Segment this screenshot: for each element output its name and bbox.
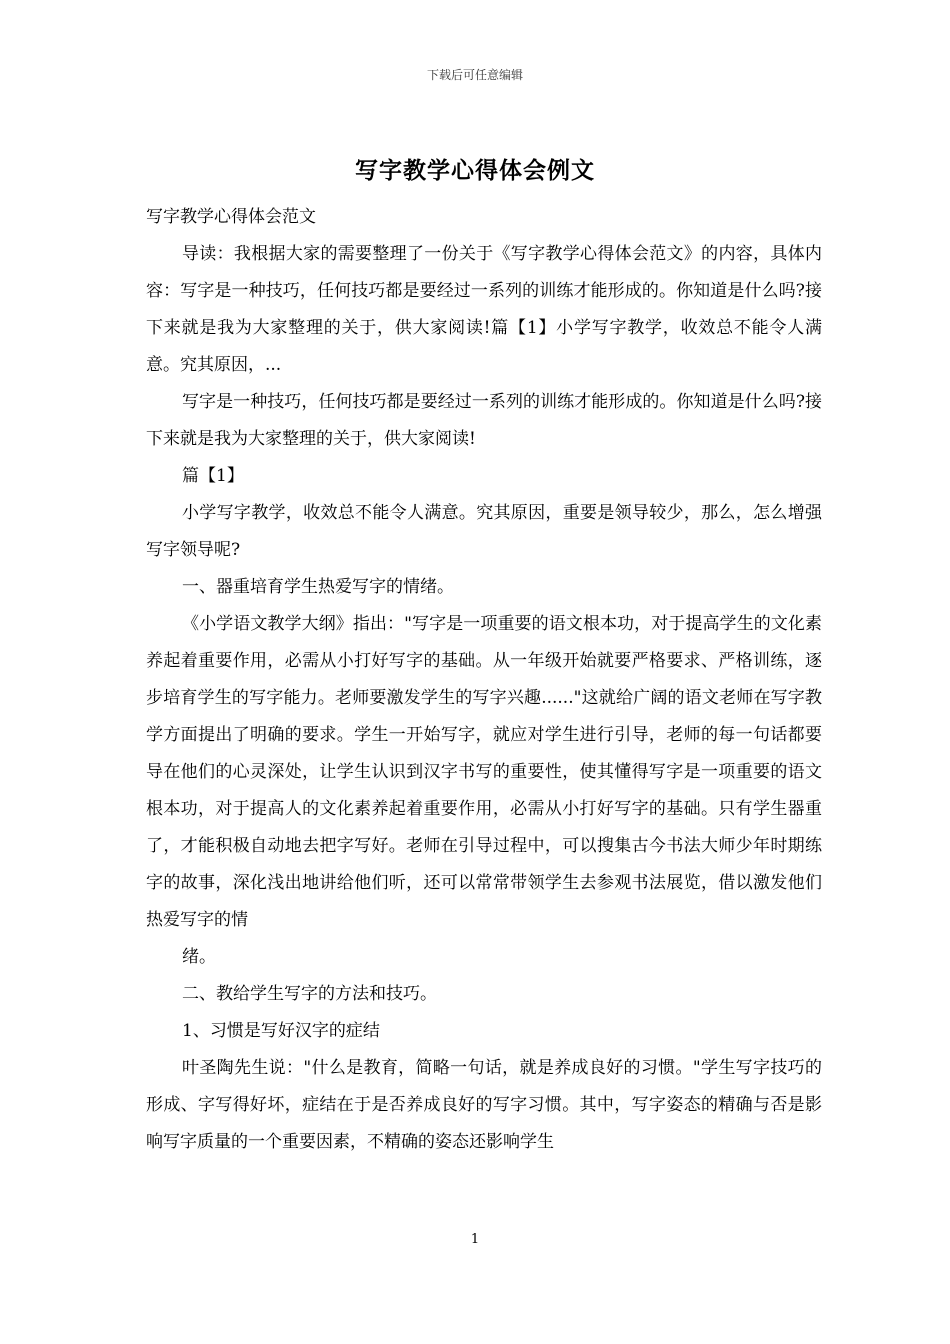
subsection-heading: 1、习惯是写好汉字的症结 [182,1021,380,1041]
paragraph: 叶圣陶先生说："什么是教育，简略一句话，就是养成良好的习惯。"学生写字技巧的形成、字写得好坏，症结在于是否养成良好的写字习惯。其中，写字姿态的精确与否是影响写字质量的一个重要因素，不精确的姿态还影响学生 [146,1058,822,1152]
document-body [146,199,822,1161]
document-title: 写字教学心得体会例文 [355,157,595,184]
section-heading-1: 一、器重培育学生热爱写字的情绪。 [182,577,454,597]
section-label: 篇【1】 [182,466,244,486]
paragraph: 绪。 [182,947,216,967]
paragraph-intro: 导读：我根据大家的需要整理了一份关于《写字教学心得体会范文》的内容，具体内容：写字是一种技巧，任何技巧都是要经过一系列的训练才能形成的。你知道是什么吗?接下来就是我为大家整理的关于，供大家阅读!篇【1】小学写字教学，收效总不能令人满意。究其原因，... [146,244,822,375]
paragraph-summary: 写字是一种技巧，任何技巧都是要经过一系列的训练才能形成的。你知道是什么吗?接下来就是我为大家整理的关于，供大家阅读! [146,392,822,449]
paragraph: 《小学语文教学大纲》指出："写字是一项重要的语文根本功，对于提高学生的文化素养起着重要作用，必需从小打好写字的基础。从一年级开始就要严格要求、严格训练，逐步培育学生的写字能力。老师要激发学生的写字兴趣......"这就给广阔的语文老师在写字教学方面提出了明确的要求。学生一开始写字，就应对学生进行引导，老师的每一句话都要导在他们的心灵深处，让学生认识到汉字书写的重要性，使其懂得写字是一项重要的语文根本功，对于提高人的文化素养起着重要作用，必需从小打好写字的基础。只有学生器重了，才能积极自动地去把字写好。老师在引导过程中，可以搜集古今书法大师少年时期练字的故事，深化浅出地讲给他们听，还可以常常带领学生去参观书法展览，借以激发他们热爱写字的情 [146,614,822,930]
page-number: 1 [470,1232,480,1247]
subtitle: 写字教学心得体会范文 [146,207,316,227]
section-heading-2: 二、教给学生写字的方法和技巧。 [182,984,437,1004]
paragraph: 小学写字教学，收效总不能令人满意。究其原因，重要是领导较少，那么，怎么增强写字领导呢? [146,503,822,560]
page-header: 下载后可任意编辑 [426,68,523,82]
